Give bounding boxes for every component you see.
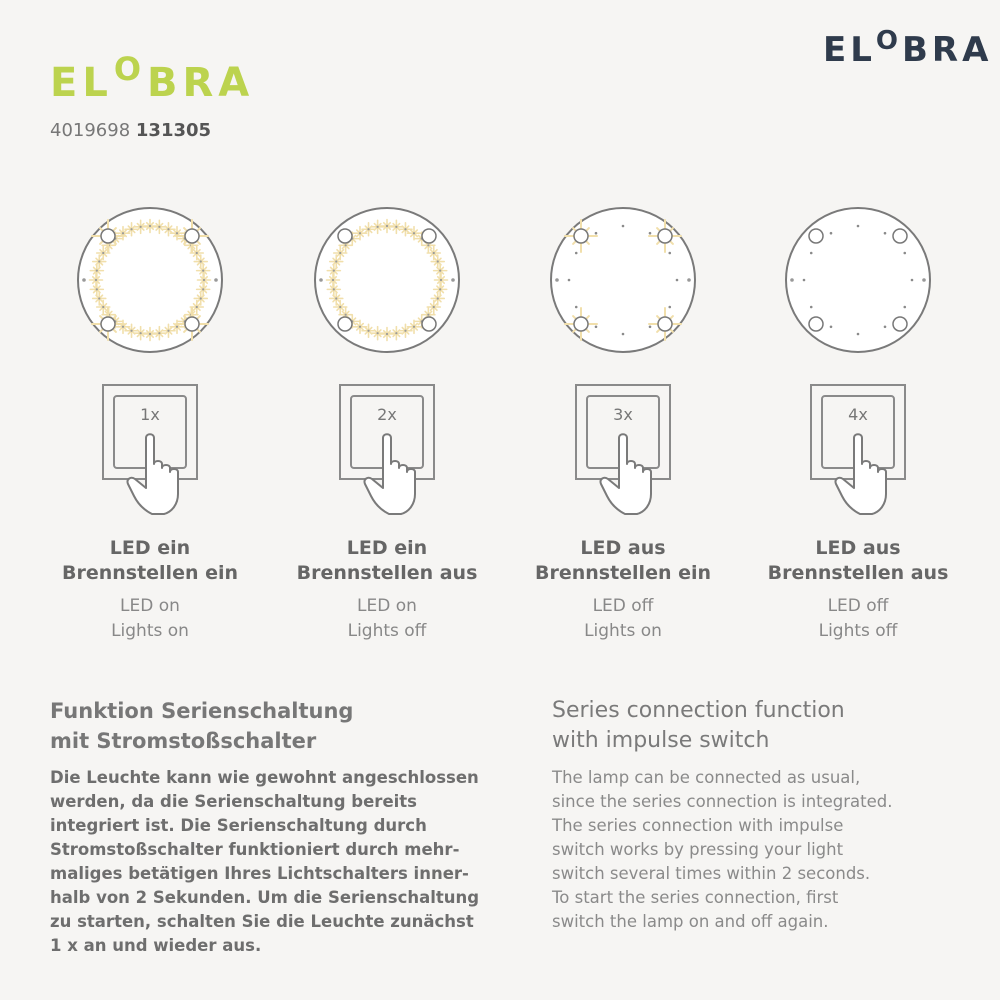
led-dot (810, 306, 813, 309)
bulb (338, 317, 352, 331)
mode-subtitle-en: Lights off (818, 621, 898, 641)
bulb-circle (338, 317, 352, 331)
led-dot (437, 297, 439, 299)
bulb (893, 229, 907, 243)
led-dot (345, 314, 347, 316)
led-dot (95, 279, 97, 281)
led-dot (439, 270, 441, 272)
bulb-circle (658, 317, 672, 331)
led-dot (649, 232, 652, 235)
led-dot (830, 232, 833, 235)
led-dot (386, 333, 388, 335)
led-dot (595, 232, 598, 235)
led-dot (122, 326, 124, 328)
hand-icon (836, 434, 886, 514)
description-en (552, 696, 992, 934)
led-dot (339, 252, 341, 254)
led-dot (122, 232, 124, 234)
press-count: 4x (848, 405, 868, 424)
led-dot (367, 330, 369, 332)
led-dot (404, 330, 406, 332)
mode-3 (508, 200, 738, 644)
mode-title-en: LED on (357, 596, 417, 616)
ean-prefix: 4019698 (50, 120, 131, 141)
body-en: The lamp can be connected as usual, since the series connection is integrated. The series connection with impulse switch works by pressing your light switch several times within 2 seconds. To start the series connection, first switch the lamp on and off again. (552, 768, 893, 931)
led-dot (200, 260, 202, 262)
mode-title-en: LED on (120, 596, 180, 616)
bulb-circle (658, 229, 672, 243)
bulb-circle (574, 229, 588, 243)
led-dot (359, 326, 361, 328)
article-number: 131305 (135, 120, 212, 141)
bulb (338, 229, 352, 243)
bulb (422, 317, 436, 331)
bulb (809, 317, 823, 331)
heading-en: Series connection function with impulse switch (552, 698, 845, 753)
mode-1 (35, 200, 265, 644)
press-count: 1x (140, 405, 160, 424)
press-count: 3x (613, 405, 633, 424)
mode-subtitle-de: Brennstellen ein (534, 562, 712, 584)
switch-diagram (100, 382, 200, 522)
led-dot (427, 314, 429, 316)
mode-title-de: LED aus (580, 537, 666, 559)
logo-o: O (875, 26, 902, 56)
side-dot (214, 278, 218, 282)
bulb (809, 229, 823, 243)
bulb (893, 317, 907, 331)
lamp-diagram (543, 200, 703, 360)
led-dot (404, 228, 406, 230)
led-dot (622, 333, 625, 336)
mode-title-de: LED ein (346, 537, 428, 559)
bulb-circle (101, 229, 115, 243)
led-dot (395, 226, 397, 228)
led-dot (96, 288, 98, 290)
led-dot (568, 279, 571, 282)
mode-subtitle-en: Lights off (347, 621, 427, 641)
led-dot (149, 225, 151, 227)
led-dot (345, 244, 347, 246)
bulb-circle (185, 229, 199, 243)
led-dot (810, 252, 813, 255)
side-dot (790, 278, 794, 282)
side-dot (687, 278, 691, 282)
led-dot (359, 232, 361, 234)
mode-title-de: LED ein (109, 537, 191, 559)
lamp-diagram (778, 200, 938, 360)
led-dot (167, 330, 169, 332)
led-dot (333, 270, 335, 272)
bulb-circle (422, 317, 436, 331)
side-dot (451, 278, 455, 282)
led-dot (440, 279, 442, 281)
led-dot (857, 225, 860, 228)
led-dot (377, 226, 379, 228)
led-dot (395, 332, 397, 334)
led-dot (196, 252, 198, 254)
logo-text: EL (823, 30, 876, 70)
switch-diagram (808, 382, 908, 522)
led-dot (335, 260, 337, 262)
mode-subtitle-en: Lights on (584, 621, 662, 641)
led-dot (140, 332, 142, 334)
led-dot (130, 330, 132, 332)
led-dot (202, 288, 204, 290)
bulb (422, 229, 436, 243)
led-dot (98, 297, 100, 299)
led-dot (884, 232, 887, 235)
mode-columns (0, 200, 1000, 650)
led-dot (335, 297, 337, 299)
led-dot (622, 225, 625, 228)
led-dot (575, 252, 578, 255)
led-dot (433, 252, 435, 254)
bulb-circle (574, 317, 588, 331)
press-count: 2x (377, 405, 397, 424)
bulb-circle (422, 229, 436, 243)
mode-subtitle-de: Brennstellen ein (61, 562, 239, 584)
bulb-circle (893, 317, 907, 331)
hand-icon (365, 434, 415, 514)
elobra-logo-navy (823, 26, 993, 70)
led-dot (911, 279, 914, 282)
lamp-diagram (307, 200, 467, 360)
logo-text: BRA (902, 30, 993, 70)
mode-title-de: LED aus (815, 537, 901, 559)
led-dot (386, 225, 388, 227)
led-dot (903, 306, 906, 309)
led-dot (367, 228, 369, 230)
led-dot (130, 228, 132, 230)
led-dot (857, 333, 860, 336)
led-dot (427, 244, 429, 246)
led-dot (668, 252, 671, 255)
body-de: Die Leuchte kann wie gewohnt angeschlossen werden, da die Serienschaltung bereits integriert ist. Die Serienschaltung durch Stromstoßschalter funktioniert durch mehr- maliges betätigen Ihres Lichtschalters inner- halb von 2 Sekunden. Um die Serienschaltung zu starten, schalten Sie die Leuchte zunächst 1 x an und wieder aus. (50, 768, 480, 955)
led-dot (102, 252, 104, 254)
led-dot (439, 288, 441, 290)
led-dot (167, 228, 169, 230)
side-dot (555, 278, 559, 282)
led-dot (339, 306, 341, 308)
led-dot (803, 279, 806, 282)
led-dot (158, 332, 160, 334)
elobra-logo-green (50, 50, 255, 106)
side-dot (82, 278, 86, 282)
logo-text: BRA (147, 60, 255, 106)
led-dot (102, 306, 104, 308)
hand-icon (128, 434, 178, 514)
led-dot (903, 252, 906, 255)
heading-de: Funktion Serienschaltung mit Stromstoßschalter (50, 699, 354, 753)
led-dot (437, 260, 439, 262)
lamp-outline (786, 208, 930, 352)
description-de (50, 696, 490, 958)
mode-title-en: LED off (592, 596, 654, 616)
logo-o: O (113, 50, 147, 88)
led-dot (96, 270, 98, 272)
side-dot (922, 278, 926, 282)
led-dot (332, 279, 334, 281)
side-dot (319, 278, 323, 282)
bulb-circle (185, 317, 199, 331)
mode-subtitle-de: Brennstellen aus (296, 562, 478, 584)
hand-icon (601, 434, 651, 514)
bulb-circle (809, 317, 823, 331)
led-dot (176, 232, 178, 234)
led-dot (676, 279, 679, 282)
bulb-circle (809, 229, 823, 243)
led-dot (202, 270, 204, 272)
mode-title-en: LED off (827, 596, 889, 616)
led-dot (196, 306, 198, 308)
bulb-circle (893, 229, 907, 243)
bulb-circle (101, 317, 115, 331)
mode-subtitle-de: Brennstellen aus (767, 562, 949, 584)
mode-subtitle-en: Lights on (111, 621, 189, 641)
led-dot (140, 226, 142, 228)
switch-diagram (337, 382, 437, 522)
logo-text: EL (50, 60, 113, 106)
mode-4 (743, 200, 973, 644)
led-dot (575, 306, 578, 309)
led-dot (433, 306, 435, 308)
led-dot (413, 326, 415, 328)
mode-2 (272, 200, 502, 644)
led-dot (884, 325, 887, 328)
switch-diagram (573, 382, 673, 522)
led-dot (333, 288, 335, 290)
led-dot (203, 279, 205, 281)
led-dot (649, 325, 652, 328)
bulb-circle (338, 229, 352, 243)
led-dot (668, 306, 671, 309)
led-dot (595, 325, 598, 328)
lamp-diagram (70, 200, 230, 360)
led-dot (98, 260, 100, 262)
led-dot (413, 232, 415, 234)
product-code (50, 120, 211, 141)
led-dot (830, 325, 833, 328)
led-dot (200, 297, 202, 299)
lamp-outline (551, 208, 695, 352)
led-dot (158, 226, 160, 228)
led-dot (377, 332, 379, 334)
led-dot (149, 333, 151, 335)
led-dot (176, 326, 178, 328)
